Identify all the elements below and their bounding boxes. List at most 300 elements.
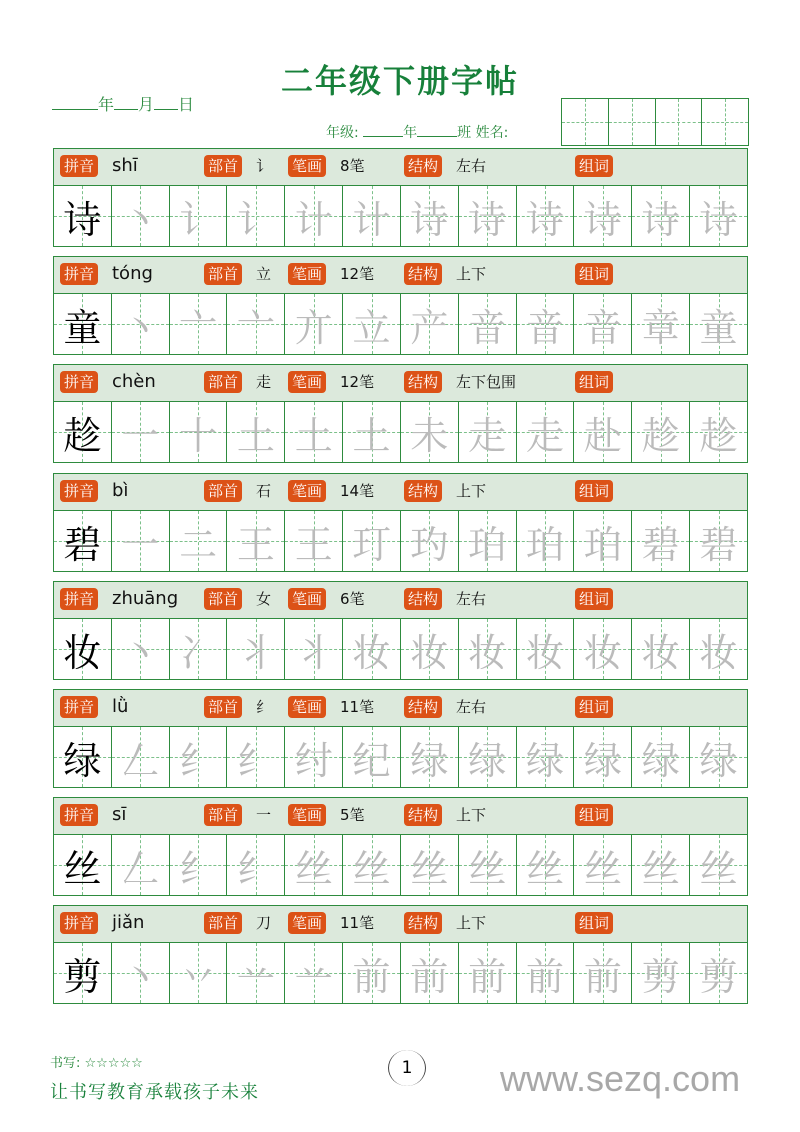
trace-cell[interactable] [227,619,285,679]
trace-character: 趁 [699,413,738,458]
model-character: 绿 [63,738,102,783]
trace-character: 䒑 [236,954,275,999]
words-badge: 组词 [575,155,613,177]
trace-character: 绿 [410,738,449,783]
trace-cell[interactable] [632,402,690,462]
radical-badge: 部首 [204,263,242,285]
strokes-value: 5笔 [340,806,365,824]
model-cell [54,619,112,679]
trace-cell[interactable] [459,619,517,679]
trace-cell[interactable] [343,619,401,679]
strokes-badge: 笔画 [288,588,326,610]
radical-value: 讠 [256,157,272,175]
trace-character: 珀 [526,522,565,567]
trace-character: 䒑 [294,954,333,999]
trace-cell[interactable] [517,727,575,787]
trace-cell[interactable] [227,511,285,571]
trace-cell[interactable] [459,402,517,462]
page-number: 1 [388,1050,426,1086]
trace-cell[interactable] [112,943,170,1003]
trace-character: 绿 [699,738,738,783]
character-info-bar [53,581,748,619]
trace-character: 绿 [641,738,680,783]
words-badge: 组词 [575,263,613,285]
page-title: 二年级下册字帖 [280,62,519,100]
character-info-bar [53,364,748,402]
pinyin-value: zhuāng [112,588,179,609]
practice-grid [53,943,748,1004]
model-cell [54,402,112,462]
trace-character: 珀 [583,522,622,567]
structure-badge: 结构 [404,588,442,610]
trace-character: 剪 [641,954,680,999]
trace-character: 妆 [352,630,391,675]
trace-cell[interactable] [690,186,747,246]
trace-cell[interactable] [574,835,632,895]
character-info-bar [53,689,748,727]
trace-character: 二 [179,522,218,567]
structure-badge: 结构 [404,155,442,177]
month-label: 月 [138,95,155,114]
trace-cell[interactable] [632,186,690,246]
trace-character: 碧 [641,522,680,567]
strokes-badge: 笔画 [288,912,326,934]
trace-cell[interactable] [227,186,285,246]
grade-year-label: 年 [403,125,418,141]
trace-character: 绿 [468,738,507,783]
trace-character: 妆 [468,630,507,675]
trace-cell[interactable] [170,943,228,1003]
trace-cell[interactable] [574,294,632,354]
trace-cell[interactable] [459,835,517,895]
trace-character: 亣 [294,305,333,350]
radical-value: 立 [256,265,272,283]
radical-badge: 部首 [204,912,242,934]
trace-cell[interactable] [112,511,170,571]
trace-character: 前 [583,954,622,999]
trace-cell[interactable] [574,402,632,462]
practice-grid [53,294,748,355]
character-block [53,364,748,463]
trace-cell[interactable] [690,835,747,895]
trace-character: 纪 [352,738,391,783]
trace-character: 丶 [121,197,160,242]
trace-character: 妆 [410,630,449,675]
character-block [53,905,748,1004]
trace-character: 妆 [583,630,622,675]
character-block [53,689,748,788]
trace-character: 一 [121,413,160,458]
trace-character: 音 [468,305,507,350]
trace-cell[interactable] [170,511,228,571]
trace-character: 计 [294,197,333,242]
trace-character: 未 [410,413,449,458]
pinyin-value: tóng [112,263,153,284]
trace-character: 走 [468,413,507,458]
trace-character: 王 [236,522,275,567]
trace-cell[interactable] [401,727,459,787]
trace-cell[interactable] [343,727,401,787]
trace-cell[interactable] [343,943,401,1003]
trace-character: 玎 [352,522,391,567]
trace-cell[interactable] [285,943,343,1003]
trace-cell[interactable] [285,186,343,246]
trace-cell[interactable] [285,619,343,679]
trace-cell[interactable] [112,294,170,354]
trace-character: 诗 [410,197,449,242]
structure-value: 左右 [456,157,487,175]
pinyin-value: lǜ [112,696,129,717]
trace-character: 纟 [236,738,275,783]
trace-cell[interactable] [112,402,170,462]
trace-character: 前 [410,954,449,999]
trace-character: 诗 [526,197,565,242]
trace-cell[interactable] [632,294,690,354]
trace-cell[interactable] [517,294,575,354]
practice-grid [53,727,748,788]
trace-character: 音 [583,305,622,350]
trace-cell[interactable] [401,619,459,679]
trace-cell[interactable] [170,727,228,787]
trace-cell[interactable] [170,186,228,246]
pinyin-badge: 拼音 [60,696,98,718]
model-cell [54,511,112,571]
strokes-value: 8笔 [340,157,365,175]
model-cell [54,835,112,895]
trace-cell[interactable] [459,186,517,246]
strokes-badge: 笔画 [288,371,326,393]
pinyin-badge: 拼音 [60,588,98,610]
pinyin-value: bì [112,480,129,501]
year-label: 年 [98,95,115,114]
strokes-badge: 笔画 [288,263,326,285]
trace-character: 前 [468,954,507,999]
model-cell [54,943,112,1003]
words-badge: 组词 [575,371,613,393]
radical-value: 女 [256,590,272,608]
trace-character: 章 [641,305,680,350]
model-cell [54,294,112,354]
structure-value: 上下 [456,806,487,824]
radical-badge: 部首 [204,804,242,826]
trace-character: 十 [179,413,218,458]
trace-cell[interactable] [574,943,632,1003]
trace-character: 丶 [121,954,160,999]
grade-label: 年级: [326,125,359,141]
trace-character: 纟 [236,846,275,891]
trace-cell[interactable] [690,402,747,462]
trace-cell[interactable] [285,294,343,354]
student-info [326,122,508,142]
trace-character: 碧 [699,522,738,567]
character-info-bar [53,256,748,294]
trace-cell[interactable] [517,186,575,246]
pinyin-badge: 拼音 [60,263,98,285]
trace-character: 走 [526,413,565,458]
trace-character: 丝 [641,846,680,891]
trace-character: 丶 [121,305,160,350]
structure-value: 上下 [456,265,487,283]
character-block [53,148,748,247]
trace-cell[interactable] [574,186,632,246]
practice-grid [53,402,748,463]
model-character: 剪 [63,954,102,999]
trace-character: 丝 [410,846,449,891]
name-grid[interactable] [561,98,749,146]
radical-badge: 部首 [204,696,242,718]
practice-grid [53,619,748,680]
trace-cell[interactable] [632,511,690,571]
trace-character: 玓 [410,522,449,567]
trace-cell[interactable] [401,186,459,246]
trace-character: 计 [352,197,391,242]
trace-character: 诗 [641,197,680,242]
trace-character: 𠃋 [121,846,160,891]
trace-character: 绿 [526,738,565,783]
strokes-value: 6笔 [340,590,365,608]
trace-character: 丝 [294,846,333,891]
practice-grid [53,835,748,896]
trace-character: 立 [352,305,391,350]
trace-character: 丬 [236,630,275,675]
structure-badge: 结构 [404,480,442,502]
structure-badge: 结构 [404,263,442,285]
structure-value: 上下 [456,482,487,500]
trace-character: 土 [352,413,391,458]
trace-cell[interactable] [690,727,747,787]
trace-cell[interactable] [690,943,747,1003]
trace-cell[interactable] [285,835,343,895]
structure-badge: 结构 [404,912,442,934]
trace-character: 土 [294,413,333,458]
trace-cell[interactable] [401,402,459,462]
trace-cell[interactable] [227,294,285,354]
radical-value: 纟 [256,698,272,716]
model-character: 诗 [63,197,102,242]
date-line [52,92,194,115]
rating-stars: 书写: ☆☆☆☆☆ [50,1056,143,1071]
trace-cell[interactable] [285,511,343,571]
day-label: 日 [178,95,195,114]
pinyin-badge: 拼音 [60,912,98,934]
radical-badge: 部首 [204,371,242,393]
trace-cell[interactable] [343,294,401,354]
trace-character: 冫 [179,630,218,675]
structure-value: 左右 [456,698,487,716]
model-character: 丝 [63,846,102,891]
trace-cell[interactable] [517,835,575,895]
trace-cell[interactable] [170,835,228,895]
trace-character: 诗 [583,197,622,242]
trace-character: 童 [699,305,738,350]
character-block [53,473,748,572]
class-label: 班 [457,125,472,141]
trace-cell[interactable] [401,943,459,1003]
trace-cell[interactable] [459,294,517,354]
character-info-bar [53,148,748,186]
structure-badge: 结构 [404,804,442,826]
trace-cell[interactable] [632,943,690,1003]
radical-badge: 部首 [204,480,242,502]
trace-character: 妆 [699,630,738,675]
trace-cell[interactable] [227,835,285,895]
radical-value: 走 [256,373,272,391]
radical-value: 一 [256,806,272,824]
trace-cell[interactable] [574,511,632,571]
pinyin-value: sī [112,804,127,825]
trace-cell[interactable] [690,619,747,679]
trace-cell[interactable] [112,619,170,679]
trace-character: 一 [121,522,160,567]
character-block [53,581,748,680]
trace-cell[interactable] [632,835,690,895]
trace-cell[interactable] [517,619,575,679]
trace-character: 丝 [468,846,507,891]
words-badge: 组词 [575,804,613,826]
pinyin-value: jiǎn [112,912,145,933]
character-info-bar [53,797,748,835]
trace-cell[interactable] [170,294,228,354]
trace-character: 赴 [583,413,622,458]
trace-character: 诗 [699,197,738,242]
structure-value: 左右 [456,590,487,608]
trace-cell[interactable] [517,943,575,1003]
trace-character: 讠 [236,197,275,242]
character-info-bar [53,905,748,943]
trace-character: 绿 [583,738,622,783]
trace-character: 诗 [468,197,507,242]
practice-grid [53,511,748,572]
strokes-badge: 笔画 [288,696,326,718]
trace-character: 讠 [179,197,218,242]
trace-cell[interactable] [170,402,228,462]
strokes-value: 12笔 [340,373,375,391]
trace-cell[interactable] [632,619,690,679]
trace-character: 珀 [468,522,507,567]
trace-cell[interactable] [574,727,632,787]
trace-character: 𠃋 [121,738,160,783]
structure-value: 上下 [456,914,487,932]
trace-cell[interactable] [690,511,747,571]
trace-character: 纟 [179,846,218,891]
trace-cell[interactable] [343,402,401,462]
strokes-value: 12笔 [340,265,375,283]
trace-character: 趁 [641,413,680,458]
structure-badge: 结构 [404,371,442,393]
trace-character: 丬 [294,630,333,675]
words-badge: 组词 [575,480,613,502]
trace-character: 亠 [179,305,218,350]
model-cell [54,186,112,246]
pinyin-value: shī [112,155,138,176]
words-badge: 组词 [575,588,613,610]
trace-character: 亠 [236,305,275,350]
pinyin-badge: 拼音 [60,804,98,826]
character-block [53,797,748,896]
model-character: 趁 [63,413,102,458]
trace-character: 产 [410,305,449,350]
trace-cell[interactable] [517,511,575,571]
model-character: 碧 [63,522,102,567]
words-badge: 组词 [575,912,613,934]
trace-cell[interactable] [343,511,401,571]
strokes-badge: 笔画 [288,480,326,502]
trace-cell[interactable] [285,402,343,462]
strokes-badge: 笔画 [288,155,326,177]
trace-character: 丷 [179,954,218,999]
trace-character: 土 [236,413,275,458]
trace-cell[interactable] [285,727,343,787]
structure-badge: 结构 [404,696,442,718]
slogan: 让书写教育承载孩子未来 [50,1082,259,1103]
trace-cell[interactable] [401,835,459,895]
trace-character: 王 [294,522,333,567]
model-character: 妆 [63,630,102,675]
radical-value: 刀 [256,914,272,932]
trace-cell[interactable] [112,186,170,246]
trace-character: 丝 [583,846,622,891]
trace-cell[interactable] [632,727,690,787]
character-block [53,256,748,355]
structure-value: 左下包围 [456,373,517,391]
trace-character: 丝 [699,846,738,891]
trace-cell[interactable] [343,835,401,895]
trace-character: 剪 [699,954,738,999]
trace-cell[interactable] [459,943,517,1003]
name-label: 姓名: [475,125,509,141]
trace-character: 纣 [294,738,333,783]
trace-cell[interactable] [170,619,228,679]
strokes-value: 11笔 [340,698,375,716]
trace-character: 前 [352,954,391,999]
radical-badge: 部首 [204,588,242,610]
practice-grid [53,186,748,247]
radical-badge: 部首 [204,155,242,177]
trace-cell[interactable] [459,727,517,787]
trace-character: 纟 [179,738,218,783]
model-character: 童 [63,305,102,350]
trace-cell[interactable] [343,186,401,246]
trace-cell[interactable] [517,402,575,462]
trace-character: 丶 [121,630,160,675]
trace-cell[interactable] [690,294,747,354]
trace-cell[interactable] [227,943,285,1003]
trace-cell[interactable] [401,294,459,354]
model-cell [54,727,112,787]
character-info-bar [53,473,748,511]
trace-character: 丝 [352,846,391,891]
trace-character: 妆 [526,630,565,675]
trace-character: 音 [526,305,565,350]
words-badge: 组词 [575,696,613,718]
trace-character: 妆 [641,630,680,675]
pinyin-badge: 拼音 [60,371,98,393]
strokes-value: 14笔 [340,482,375,500]
trace-character: 前 [526,954,565,999]
pinyin-badge: 拼音 [60,480,98,502]
strokes-value: 11笔 [340,914,375,932]
trace-character: 丝 [526,846,565,891]
trace-cell[interactable] [112,835,170,895]
trace-cell[interactable] [401,511,459,571]
trace-cell[interactable] [112,727,170,787]
trace-cell[interactable] [574,619,632,679]
trace-cell[interactable] [227,727,285,787]
trace-cell[interactable] [459,511,517,571]
trace-cell[interactable] [227,402,285,462]
strokes-badge: 笔画 [288,804,326,826]
pinyin-value: chèn [112,371,156,392]
